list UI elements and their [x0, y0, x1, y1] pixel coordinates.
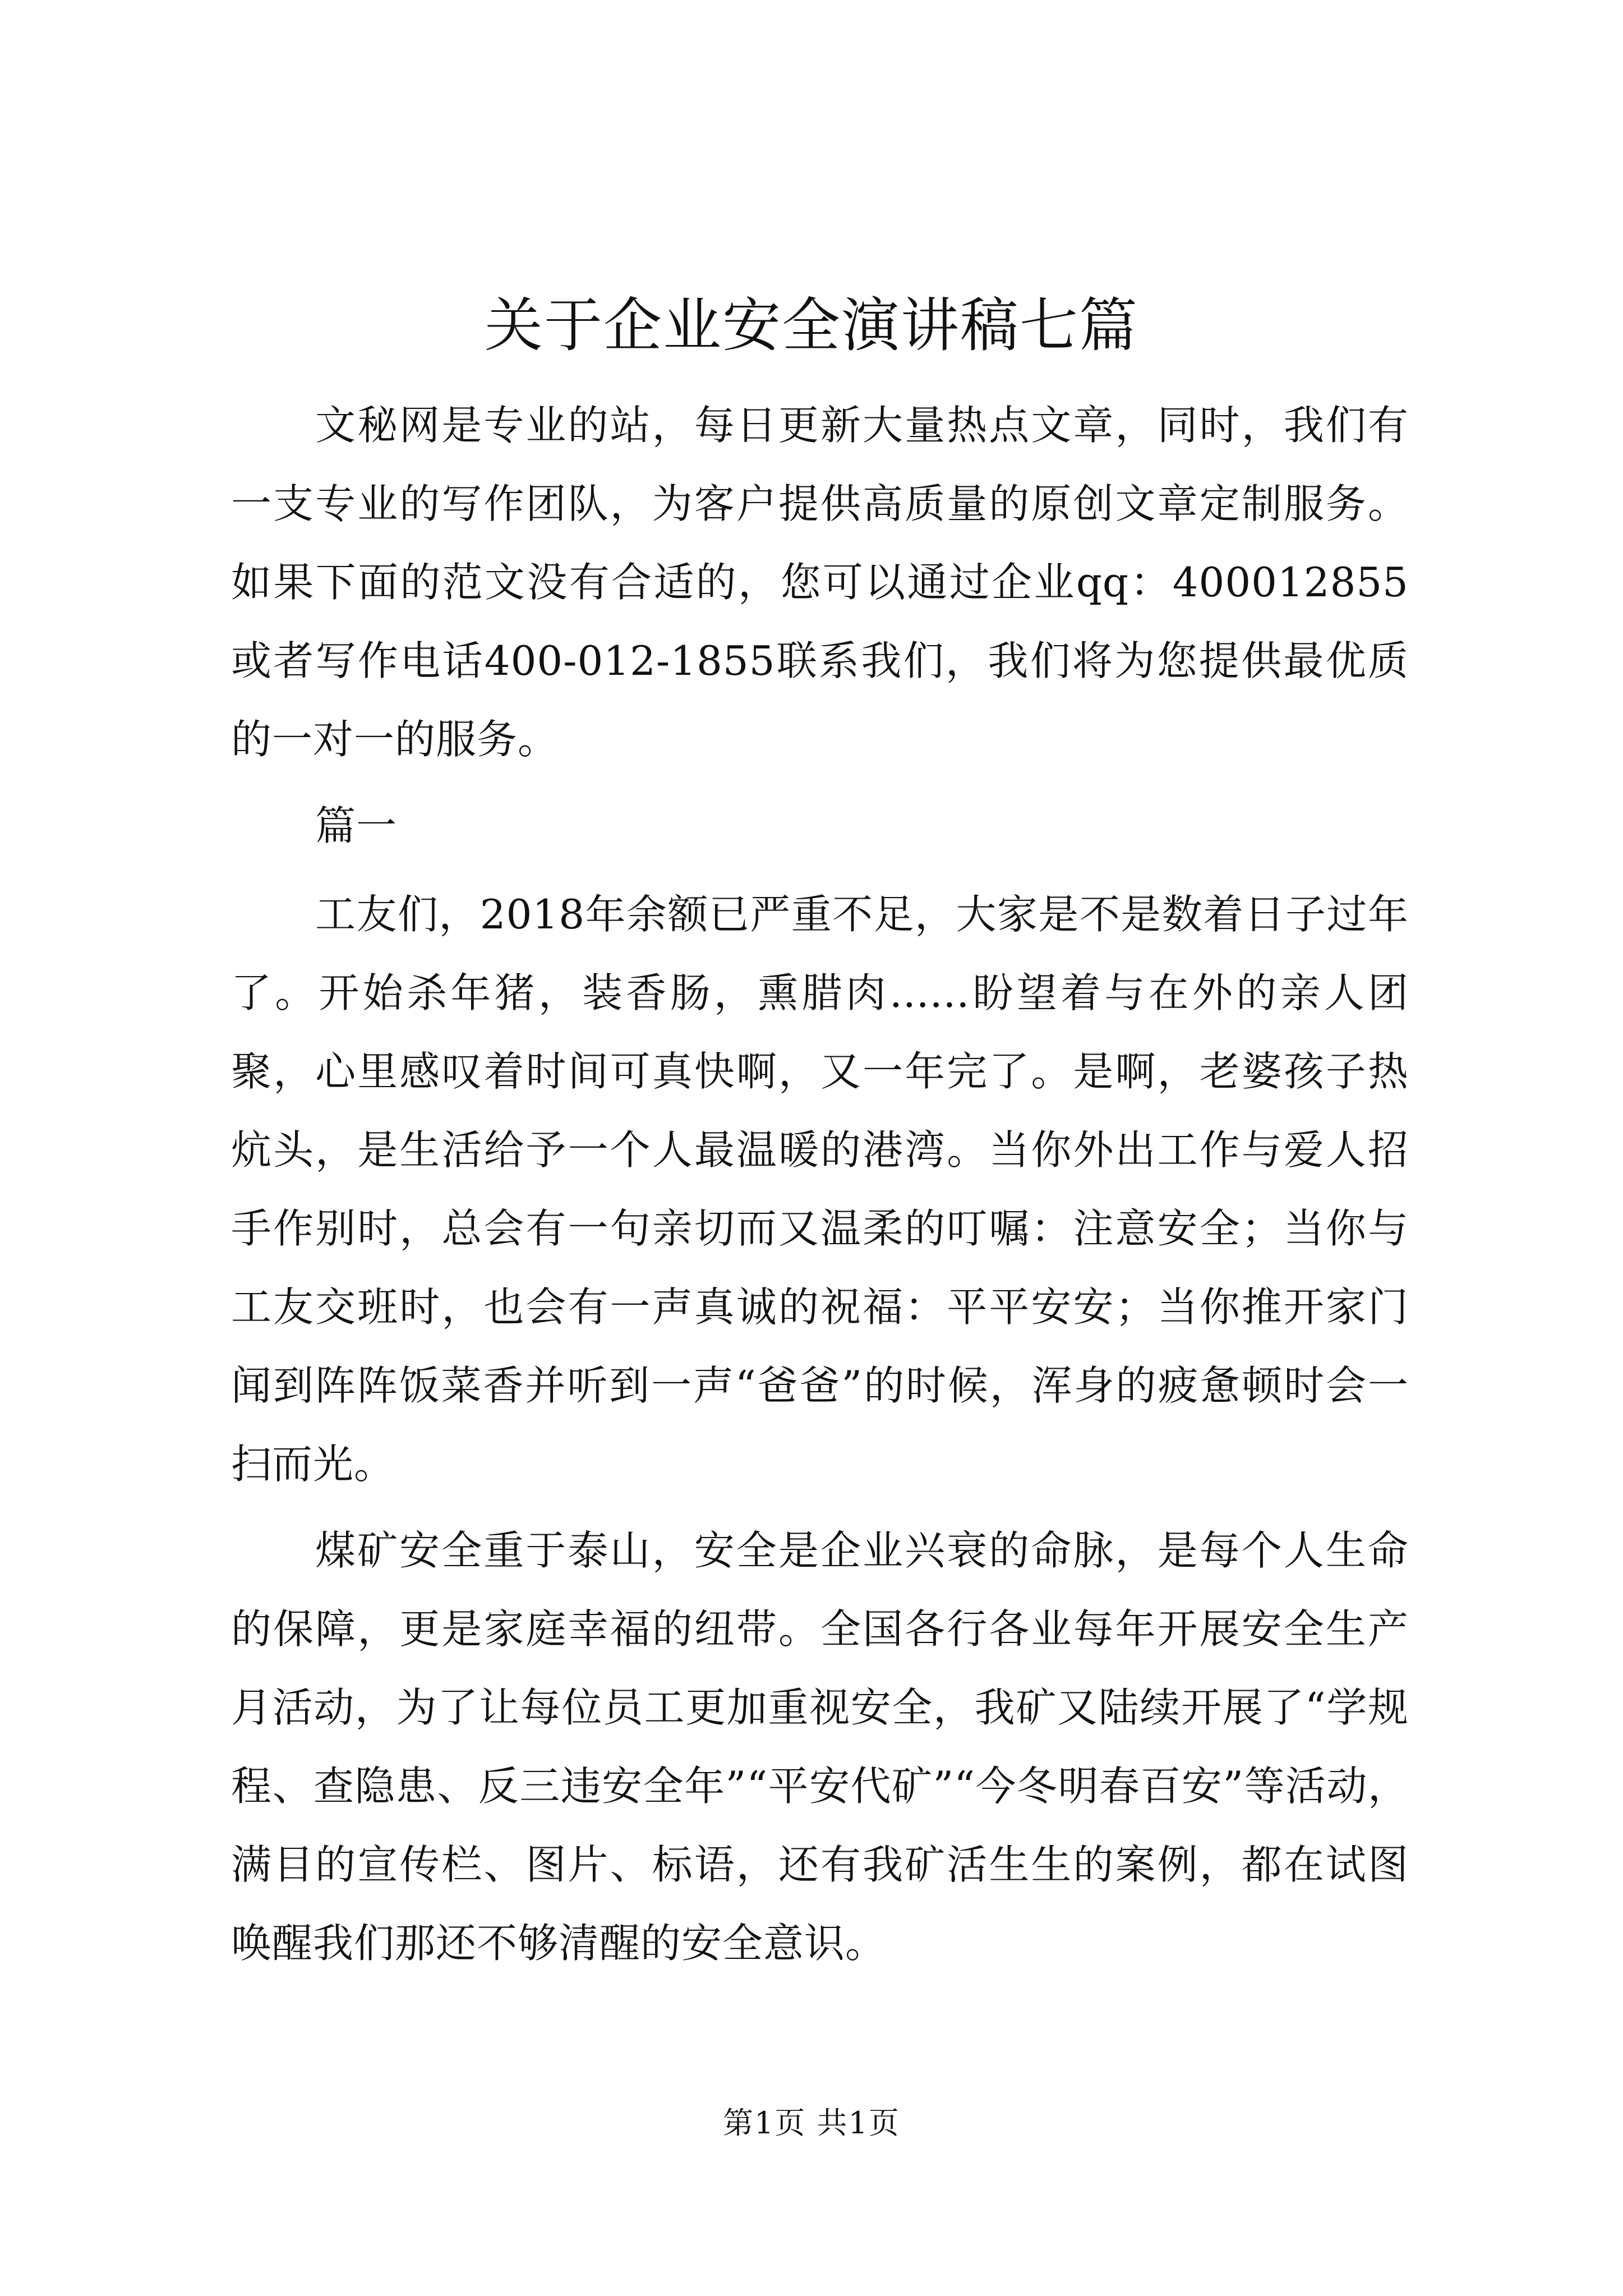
intro-paragraph: 文秘网是专业的站，每日更新大量热点文章，同时，我们有一支专业的写作团队，为客户提供高质量的原创文章定制服务。如果下面的范文没有合适的，您可以通过企业qq：400012855或者写作电话400-012-1855联系我们，我们将为您提供最优质的一对一的服务。: [231, 402, 1409, 763]
section-heading: 篇一: [315, 802, 398, 849]
body-paragraph: 煤矿安全重于泰山，安全是企业兴衰的命脉，是每个人生命的保障，更是家庭幸福的纽带。全国各行各业每年开展安全生产月活动，为了让每位员工更加重视安全，我矿又陆续开展了“学规程、查隐患、反三违安全年”“平安代矿”“今冬明春百安”等活动，满目的宣传栏、图片、标语，还有我矿活生生的案例，都在试图唤醒我们那还不够清醒的安全意识。: [231, 1527, 1409, 1967]
page-footer: 第1页 共1页: [723, 2105, 900, 2141]
document-body: [231, 386, 1409, 1990]
body-paragraph: 工友们，2018年余额已严重不足，大家是不是数着日子过年了。开始杀年猪，装香肠，熏腊肉......盼望着与在外的亲人团聚，心里感叹着时间可真快啊，又一年完了。是啊，老婆孩子热炕头，是生活给予一个人最温暖的港湾。当你外出工作与爱人招手作别时，总会有一句亲切而又温柔的叮嘱：注意安全；当你与工友交班时，也会有一声真诚的祝福：平平安安；当你推开家门闻到阵阵饭菜香并听到一声“爸爸”的时候，浑身的疲惫顿时会一扫而光。: [231, 891, 1409, 1488]
document-title: 关于企业安全演讲稿七篇: [484, 291, 1138, 360]
